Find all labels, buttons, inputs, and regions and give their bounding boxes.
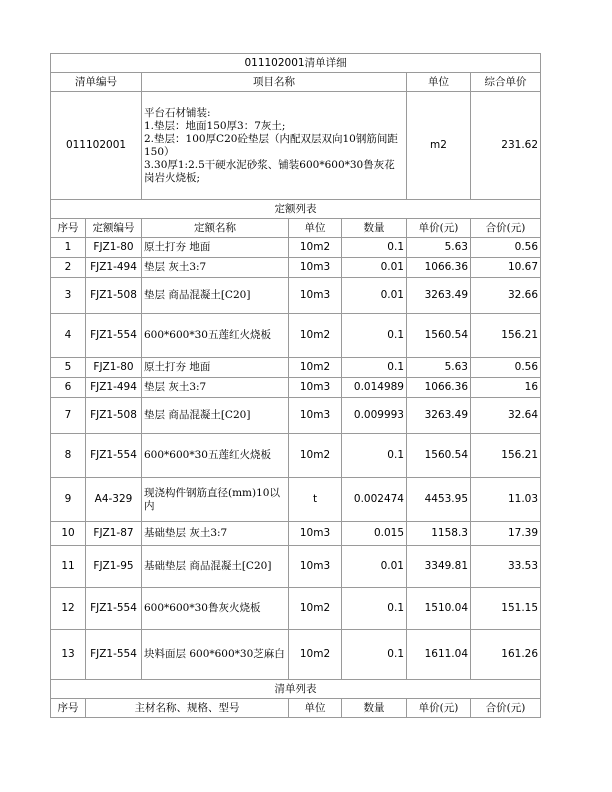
- quota-unit-header: 单位: [289, 219, 342, 238]
- quota-seq: 10: [51, 522, 86, 546]
- bill-detail-table: [50, 53, 541, 718]
- quota-unit-price: 5.63: [407, 358, 471, 378]
- quota-unit-price: 1560.54: [407, 314, 471, 358]
- quota-seq: 7: [51, 398, 86, 434]
- quota-unit: 10m2: [289, 630, 342, 680]
- quota-unit: 10m2: [289, 358, 342, 378]
- quota-code: FJZ1-554: [86, 314, 142, 358]
- quota-unit: 10m3: [289, 546, 342, 588]
- material-unit-price-header: 单价(元): [407, 699, 471, 718]
- table-row: [51, 522, 541, 546]
- quota-unit-price: 1066.36: [407, 258, 471, 278]
- quota-unit-price: 3263.49: [407, 278, 471, 314]
- quota-header-row: [51, 219, 541, 238]
- quota-seq: 2: [51, 258, 86, 278]
- quota-qty: 0.014989: [342, 378, 407, 398]
- quota-unit-price-header: 单价(元): [407, 219, 471, 238]
- quota-total: 156.21: [471, 434, 541, 478]
- quota-unit: t: [289, 478, 342, 522]
- quota-seq-header: 序号: [51, 219, 86, 238]
- desc-line: 1.垫层：地面150厚3：7灰土;: [144, 119, 286, 132]
- quota-unit-price: 3263.49: [407, 398, 471, 434]
- quota-total: 161.26: [471, 630, 541, 680]
- quota-name: 600*600*30五莲红火烧板: [142, 314, 289, 358]
- list-item-code: 011102001: [51, 92, 142, 200]
- list-item-description: [142, 92, 407, 200]
- quota-code: FJZ1-554: [86, 434, 142, 478]
- quota-total: 151.15: [471, 588, 541, 630]
- table-row: [51, 478, 541, 522]
- quota-name: 垫层 灰土3:7: [142, 258, 289, 278]
- list-item-unit: m2: [407, 92, 471, 200]
- quota-name: 原土打夯 地面: [142, 238, 289, 258]
- quota-code: FJZ1-508: [86, 278, 142, 314]
- quota-qty: 0.1: [342, 358, 407, 378]
- quota-seq: 12: [51, 588, 86, 630]
- quota-seq: 8: [51, 434, 86, 478]
- quota-unit: 10m3: [289, 522, 342, 546]
- list-item-row: [51, 92, 541, 200]
- list-price-header: 综合单价: [471, 73, 541, 92]
- quota-qty: 0.1: [342, 588, 407, 630]
- quota-code: FJZ1-554: [86, 588, 142, 630]
- quota-qty: 0.01: [342, 278, 407, 314]
- quota-qty: 0.1: [342, 434, 407, 478]
- material-seq-header: 序号: [51, 699, 86, 718]
- quota-unit: 10m2: [289, 238, 342, 258]
- table-title: 011102001清单详细: [51, 54, 541, 73]
- quota-unit-price: 1066.36: [407, 378, 471, 398]
- quota-unit-price: 1158.3: [407, 522, 471, 546]
- quota-seq: 6: [51, 378, 86, 398]
- table-row: [51, 398, 541, 434]
- quota-total: 17.39: [471, 522, 541, 546]
- quota-total: 32.64: [471, 398, 541, 434]
- quota-name: 现浇构件钢筋直径(mm)10以内: [142, 478, 289, 522]
- quota-seq: 13: [51, 630, 86, 680]
- quota-code: A4-329: [86, 478, 142, 522]
- quota-section-title: 定额列表: [51, 200, 541, 219]
- quota-unit-price: 1510.04: [407, 588, 471, 630]
- quota-seq: 5: [51, 358, 86, 378]
- quota-qty: 0.1: [342, 630, 407, 680]
- quota-total: 33.53: [471, 546, 541, 588]
- quota-name: 垫层 商品混凝土[C20]: [142, 278, 289, 314]
- quota-name: 600*600*30五莲红火烧板: [142, 434, 289, 478]
- material-name-header: 主材名称、规格、型号: [86, 699, 289, 718]
- quota-seq: 1: [51, 238, 86, 258]
- quota-seq: 11: [51, 546, 86, 588]
- table-row: [51, 358, 541, 378]
- table-row: [51, 434, 541, 478]
- material-unit-header: 单位: [289, 699, 342, 718]
- material-total-header: 合价(元): [471, 699, 541, 718]
- quota-qty: 0.01: [342, 258, 407, 278]
- quota-total: 11.03: [471, 478, 541, 522]
- table-row: [51, 378, 541, 398]
- quota-total: 10.67: [471, 258, 541, 278]
- table-row: [51, 258, 541, 278]
- quota-unit: 10m2: [289, 434, 342, 478]
- quota-name: 垫层 商品混凝土[C20]: [142, 398, 289, 434]
- quota-code-header: 定额编号: [86, 219, 142, 238]
- quota-code: FJZ1-508: [86, 398, 142, 434]
- desc-line: 平台石材铺装:: [144, 106, 211, 119]
- table-row: [51, 546, 541, 588]
- list-name-header: 项目名称: [142, 73, 407, 92]
- quota-unit: 10m3: [289, 258, 342, 278]
- quota-qty: 0.1: [342, 314, 407, 358]
- quota-total: 0.56: [471, 238, 541, 258]
- quota-code: FJZ1-80: [86, 358, 142, 378]
- quota-seq: 9: [51, 478, 86, 522]
- quota-qty-header: 数量: [342, 219, 407, 238]
- quota-total-header: 合价(元): [471, 219, 541, 238]
- quota-code: FJZ1-494: [86, 378, 142, 398]
- quota-unit: 10m2: [289, 588, 342, 630]
- quota-code: FJZ1-87: [86, 522, 142, 546]
- table-title-row: [51, 54, 541, 73]
- quota-name: 垫层 灰土3:7: [142, 378, 289, 398]
- material-header-row: [51, 699, 541, 718]
- table-row: [51, 630, 541, 680]
- quota-qty: 0.015: [342, 522, 407, 546]
- table-row: [51, 278, 541, 314]
- material-section-title: 清单列表: [51, 680, 541, 699]
- quota-code: FJZ1-80: [86, 238, 142, 258]
- quota-seq: 3: [51, 278, 86, 314]
- quota-code: FJZ1-494: [86, 258, 142, 278]
- quota-name: 600*600*30鲁灰火烧板: [142, 588, 289, 630]
- quota-unit-price: 5.63: [407, 238, 471, 258]
- desc-line: 3.30厚1:2.5干硬水泥砂浆、铺装600*600*30鲁灰花岗岩火烧板;: [144, 158, 395, 184]
- quota-total: 32.66: [471, 278, 541, 314]
- list-header-row: [51, 73, 541, 92]
- material-section-row: [51, 680, 541, 699]
- quota-unit: 10m3: [289, 378, 342, 398]
- quota-qty: 0.002474: [342, 478, 407, 522]
- table-row: [51, 588, 541, 630]
- quota-name: 原土打夯 地面: [142, 358, 289, 378]
- desc-line: 2.垫层：100厚C20砼垫层（内配双层双向10钢筋间距150）: [144, 132, 398, 158]
- quota-unit-price: 1560.54: [407, 434, 471, 478]
- quota-name: 基础垫层 商品混凝土[C20]: [142, 546, 289, 588]
- quota-unit: 10m3: [289, 398, 342, 434]
- quota-name: 块料面层 600*600*30芝麻白: [142, 630, 289, 680]
- quota-code: FJZ1-554: [86, 630, 142, 680]
- quota-unit: 10m2: [289, 314, 342, 358]
- list-code-header: 清单编号: [51, 73, 142, 92]
- quota-total: 156.21: [471, 314, 541, 358]
- quota-qty: 0.009993: [342, 398, 407, 434]
- quota-name: 基础垫层 灰土3:7: [142, 522, 289, 546]
- list-unit-header: 单位: [407, 73, 471, 92]
- quota-unit-price: 1611.04: [407, 630, 471, 680]
- list-item-price: 231.62: [471, 92, 541, 200]
- quota-unit: 10m3: [289, 278, 342, 314]
- quota-qty: 0.01: [342, 546, 407, 588]
- material-qty-header: 数量: [342, 699, 407, 718]
- quota-total: 0.56: [471, 358, 541, 378]
- quota-unit-price: 4453.95: [407, 478, 471, 522]
- quota-code: FJZ1-95: [86, 546, 142, 588]
- quota-seq: 4: [51, 314, 86, 358]
- quota-qty: 0.1: [342, 238, 407, 258]
- quota-name-header: 定额名称: [142, 219, 289, 238]
- table-row: [51, 238, 541, 258]
- quota-total: 16: [471, 378, 541, 398]
- quota-section-row: [51, 200, 541, 219]
- table-row: [51, 314, 541, 358]
- quota-unit-price: 3349.81: [407, 546, 471, 588]
